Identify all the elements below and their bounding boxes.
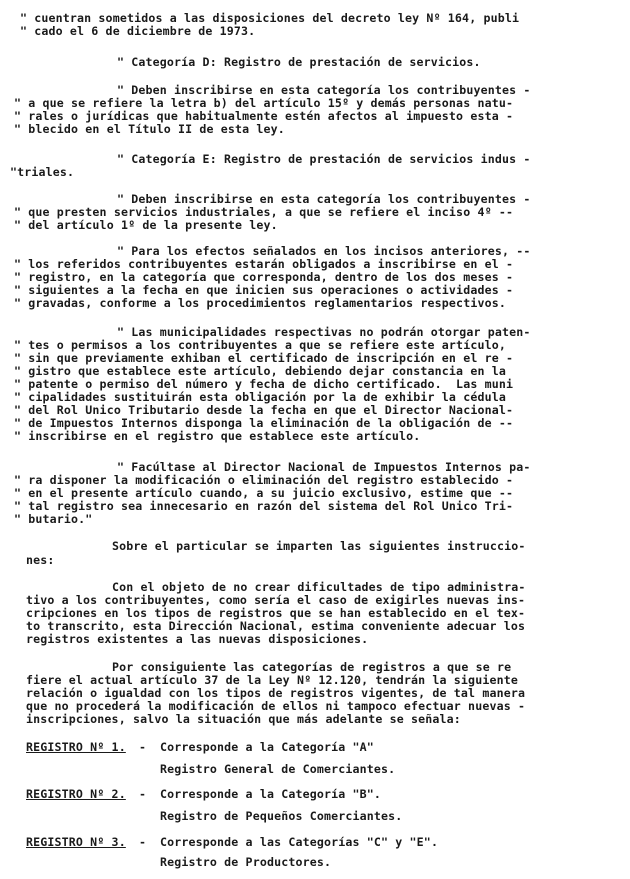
objeto-line: Con el objeto de no crear dificultades de tipo administra- <box>112 580 526 594</box>
registro-2-dash: - <box>139 787 147 801</box>
facultase-line: " butario." <box>14 512 93 526</box>
municipalidades-line: " de Impuestos Internos disponga la eliminación de la obligación de -- <box>14 416 514 430</box>
consiguiente-line: fiere el actual artículo 37 de la Ley Nº 12.120, tendrán la siguiente <box>26 673 518 687</box>
category-e-heading: " Categoría E: Registro de prestación de servicios indus - <box>117 152 531 166</box>
category-d-line: " a que se refiere la letra b) del artículo 15º y demás personas natu- <box>14 96 514 110</box>
category-e-line: " Deben inscribirse en esta categoría los contribuyentes - <box>117 192 531 206</box>
category-d-line: " Deben inscribirse en esta categoría los contribuyentes - <box>117 83 531 97</box>
consiguiente-line: inscripciones, salvo la situación que más adelante se señala: <box>26 712 461 726</box>
intro-line: " cado el 6 de diciembre de 1973. <box>20 24 256 38</box>
objeto-line: registros existentes a las nuevas disposiciones. <box>26 632 369 646</box>
registro-1-line: Corresponde a la Categoría "A" <box>160 740 374 754</box>
intro-line: " cuentran sometidos a las disposiciones del decreto ley Nº 164, publi <box>20 11 520 25</box>
facultase-line: " en el presente artículo cuando, a su juicio exclusivo, estime que -- <box>14 486 514 500</box>
category-e-line: " del artículo 1º de la presente ley. <box>14 218 278 232</box>
category-d-line: " blecido en el Título II de esta ley. <box>14 122 285 136</box>
facultase-line: " tal registro sea innecesario en razón del sistema del Rol Unico Tri- <box>14 499 514 513</box>
efectos-line: " los referidos contribuyentes estarán obligados a inscribirse en el - <box>14 257 514 271</box>
objeto-line: to transcrito, esta Dirección Nacional, estima conveniente adecuar los <box>26 619 526 633</box>
category-d-heading: " Categoría D: Registro de prestación de servicios. <box>117 55 481 69</box>
registro-2-label: REGISTRO Nº 2. <box>26 787 126 801</box>
registro-1-dash: - <box>139 740 147 754</box>
registro-3-line: Corresponde a las Categorías "C" y "E". <box>160 835 439 849</box>
objeto-line: tivo a los contribuyentes, como sería el caso de exigirles nuevas ins- <box>26 593 526 607</box>
objeto-line: cripciones en los tipos de registros que se han establecido en el tex- <box>26 606 526 620</box>
municipalidades-line: " cipalidades sustituirán esta obligación por la de exhibir la cédula <box>14 390 506 404</box>
facultase-line: " ra disponer la modificación o eliminación del registro establecido - <box>14 473 514 487</box>
municipalidades-line: " Las municipalidades respectivas no podrán otorgar paten- <box>117 325 531 339</box>
municipalidades-line: " del Rol Unico Tributario desde la fecha en que el Director Nacional- <box>14 403 514 417</box>
efectos-line: " gravadas, conforme a los procedimientos reglamentarios respectivos. <box>14 296 506 310</box>
efectos-line: " siguientes a la fecha en que inicien sus operaciones o actividades - <box>14 283 514 297</box>
category-e-heading: "triales. <box>10 165 75 179</box>
category-d-line: " rales o jurídicas que habitualmente estén afectos al impuesto esta - <box>14 109 514 123</box>
registro-3-label: REGISTRO Nº 3. <box>26 835 126 849</box>
registro-2-line: Corresponde a la Categoría "B". <box>160 787 382 801</box>
municipalidades-line: " inscribirse en el registro que establece este artículo. <box>14 429 421 443</box>
registro-1-label: REGISTRO Nº 1. <box>26 740 126 754</box>
instrucciones-line: nes: <box>26 553 55 567</box>
consiguiente-line: Por consiguiente las categorías de registros a que se re <box>112 660 512 674</box>
consiguiente-line: relación o igualdad con los tipos de registros vigentes, de tal manera <box>26 686 526 700</box>
registro-3-dash: - <box>139 835 147 849</box>
municipalidades-line: " patente o permiso del número y fecha de dicho certificado. Las muni <box>14 377 514 391</box>
instrucciones-line: Sobre el particular se imparten las siguientes instruccio- <box>112 539 526 553</box>
efectos-line: " Para los efectos señalados en los incisos anteriores, -- <box>117 244 531 258</box>
municipalidades-line: " tes o permisos a los contribuyentes a que se refiere este artículo, <box>14 338 506 352</box>
registro-3-line: Registro de Productores. <box>160 855 332 869</box>
category-e-line: " que presten servicios industriales, a que se refiere el inciso 4º -- <box>14 205 514 219</box>
registro-2-line: Registro de Pequeños Comerciantes. <box>160 809 403 823</box>
municipalidades-line: " sin que previamente exhiban el certificado de inscripción en el re - <box>14 351 514 365</box>
facultase-line: " Facúltase al Director Nacional de Impuestos Internos pa- <box>117 460 531 474</box>
registro-1-line: Registro General de Comerciantes. <box>160 762 396 776</box>
municipalidades-line: " gistro que establece este artículo, debiendo dejar constancia en la <box>14 364 506 378</box>
consiguiente-line: que no procederá la modificación de ellos ni tampoco efectuar nuevas - <box>26 699 526 713</box>
efectos-line: " registro, en la categoría que corresponda, dentro de los dos meses - <box>14 270 514 284</box>
